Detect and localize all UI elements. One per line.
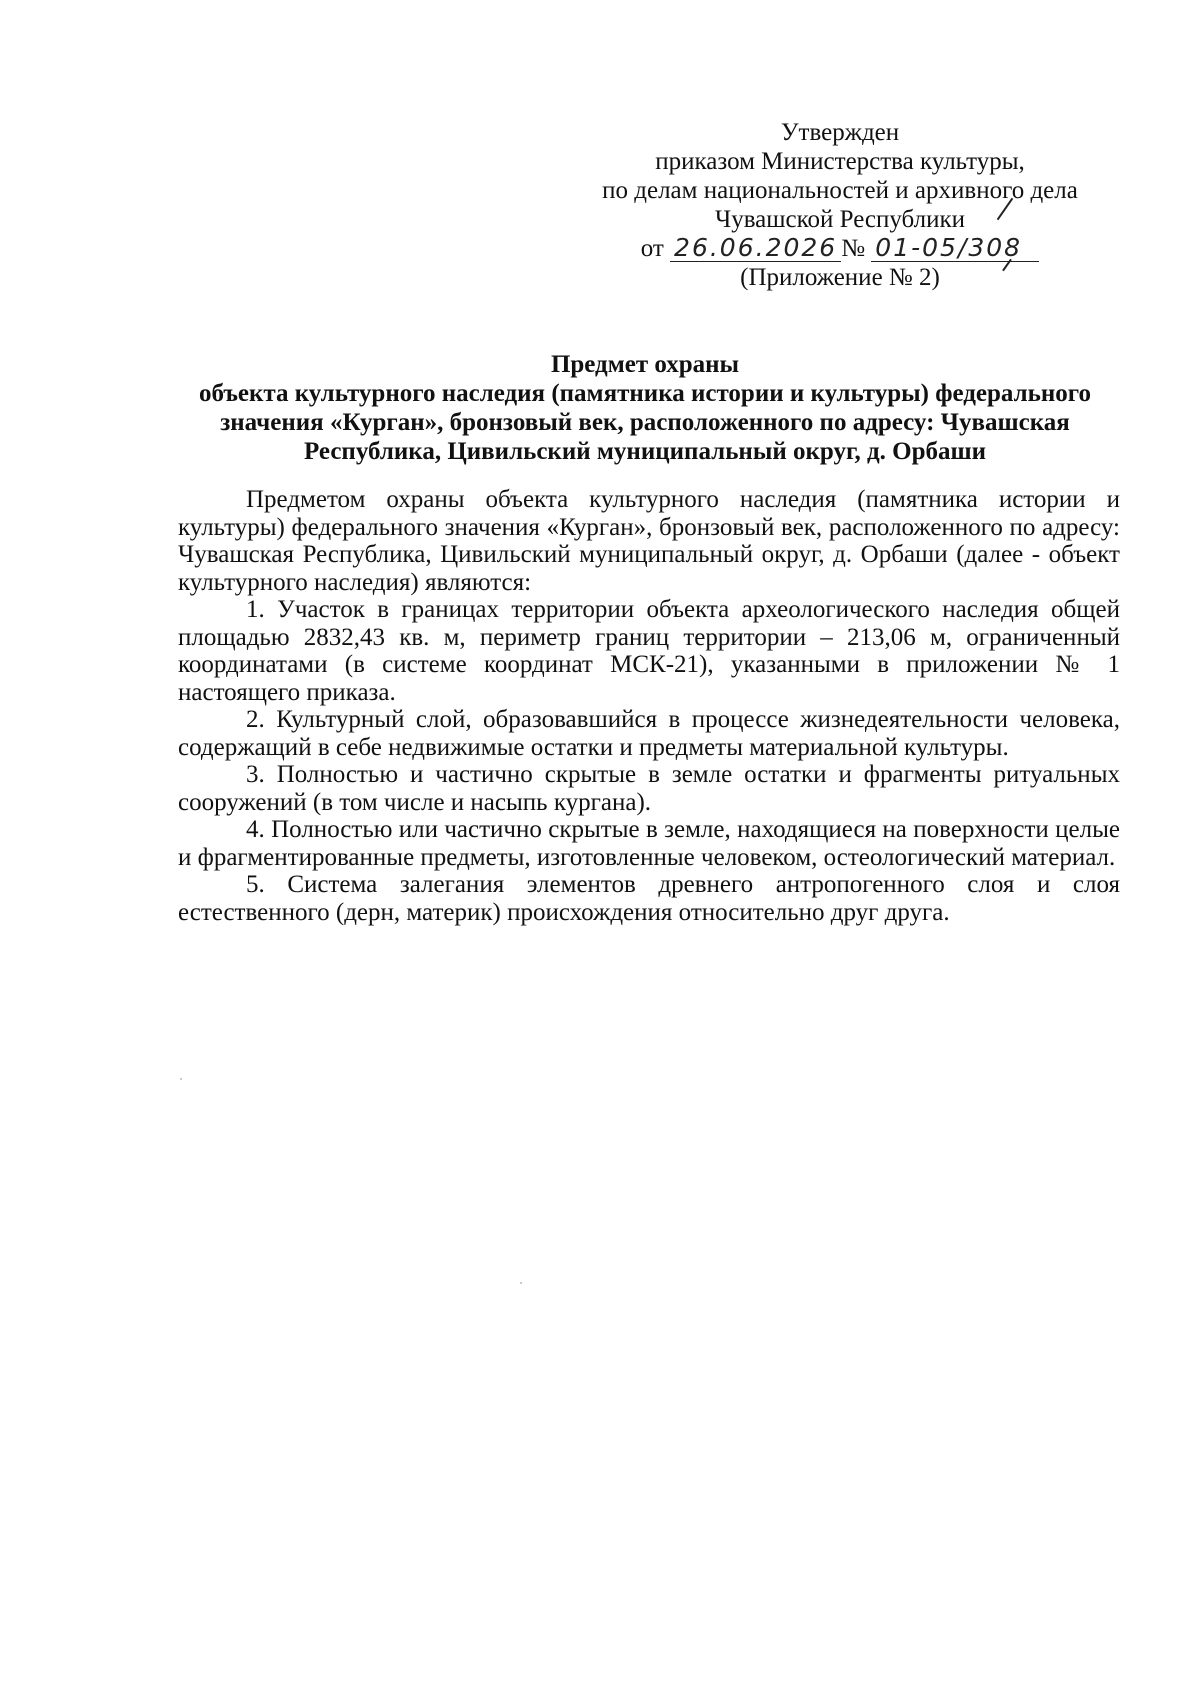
- approval-date-line: [560, 234, 1120, 263]
- body-item-3: 3. Полностью и частично скрытые в земле остатки и фрагменты ритуальных сооружений (в том числе и насыпь кургана).: [178, 761, 1120, 816]
- title-main: Предмет охраны: [550, 351, 740, 378]
- document-body: [178, 486, 1120, 926]
- approval-date-number-row: [641, 234, 1040, 263]
- approval-line-order: приказом Министерства культуры,: [655, 148, 1025, 175]
- handwritten-order-number: 01-05/308: [871, 235, 1039, 262]
- approval-line-ministry: по делам национальностей и архивного дела: [602, 177, 1078, 204]
- date-prefix: от: [640, 235, 664, 262]
- approval-line-approved: Утвержден: [780, 119, 900, 146]
- title-subtitle: объекта культурного наследия (памятника истории и культуры) федерального значения «Курган», бронзовый век, расположенного по адресу: Чувашская Республика, Цивильский муниципальный округ, д. Орбаши: [198, 380, 1092, 465]
- approval-stamp-block: [560, 118, 1120, 292]
- scan-speck: [520, 1282, 522, 1284]
- body-intro-paragraph: Предметом охраны объекта культурного наследия (памятника истории и культуры) федерального значения «Курган», бронзовый век, расположенного по адресу: Чувашская Республика, Цивильский муниципальный округ, д. Орбаши (далее - объект культурного наследия) являются:: [178, 486, 1120, 596]
- body-item-1: 1. Участок в границах территории объекта археологического наследия общей площадью 2832,43 кв. м, периметр границ территории – 213,06 м, ограниченный координатами (в системе координат МСК-21), указанными в приложении № 1 настоящего приказа.: [178, 596, 1120, 706]
- handwritten-date: 26.06.2026: [670, 235, 841, 262]
- approval-line-republic: Чувашской Республики: [714, 206, 966, 233]
- body-item-5: 5. Система залегания элементов древнего антропогенного слоя и слоя естественного (дерн, материк) происхождения относительно друг друга.: [178, 871, 1120, 926]
- number-sign: №: [841, 235, 866, 262]
- body-item-4: 4. Полностью или частично скрытые в земле, находящиеся на поверхности целые и фрагментированные предметы, изготовленные человеком, остеологический материал.: [178, 816, 1120, 871]
- document-title: [170, 350, 1120, 466]
- appendix-label: (Приложение № 2): [740, 264, 940, 291]
- scan-speck: [180, 1078, 182, 1080]
- body-item-2: 2. Культурный слой, образовавшийся в процессе жизнедеятельности человека, содержащий в себе недвижимые остатки и предметы материальной культуры.: [178, 706, 1120, 761]
